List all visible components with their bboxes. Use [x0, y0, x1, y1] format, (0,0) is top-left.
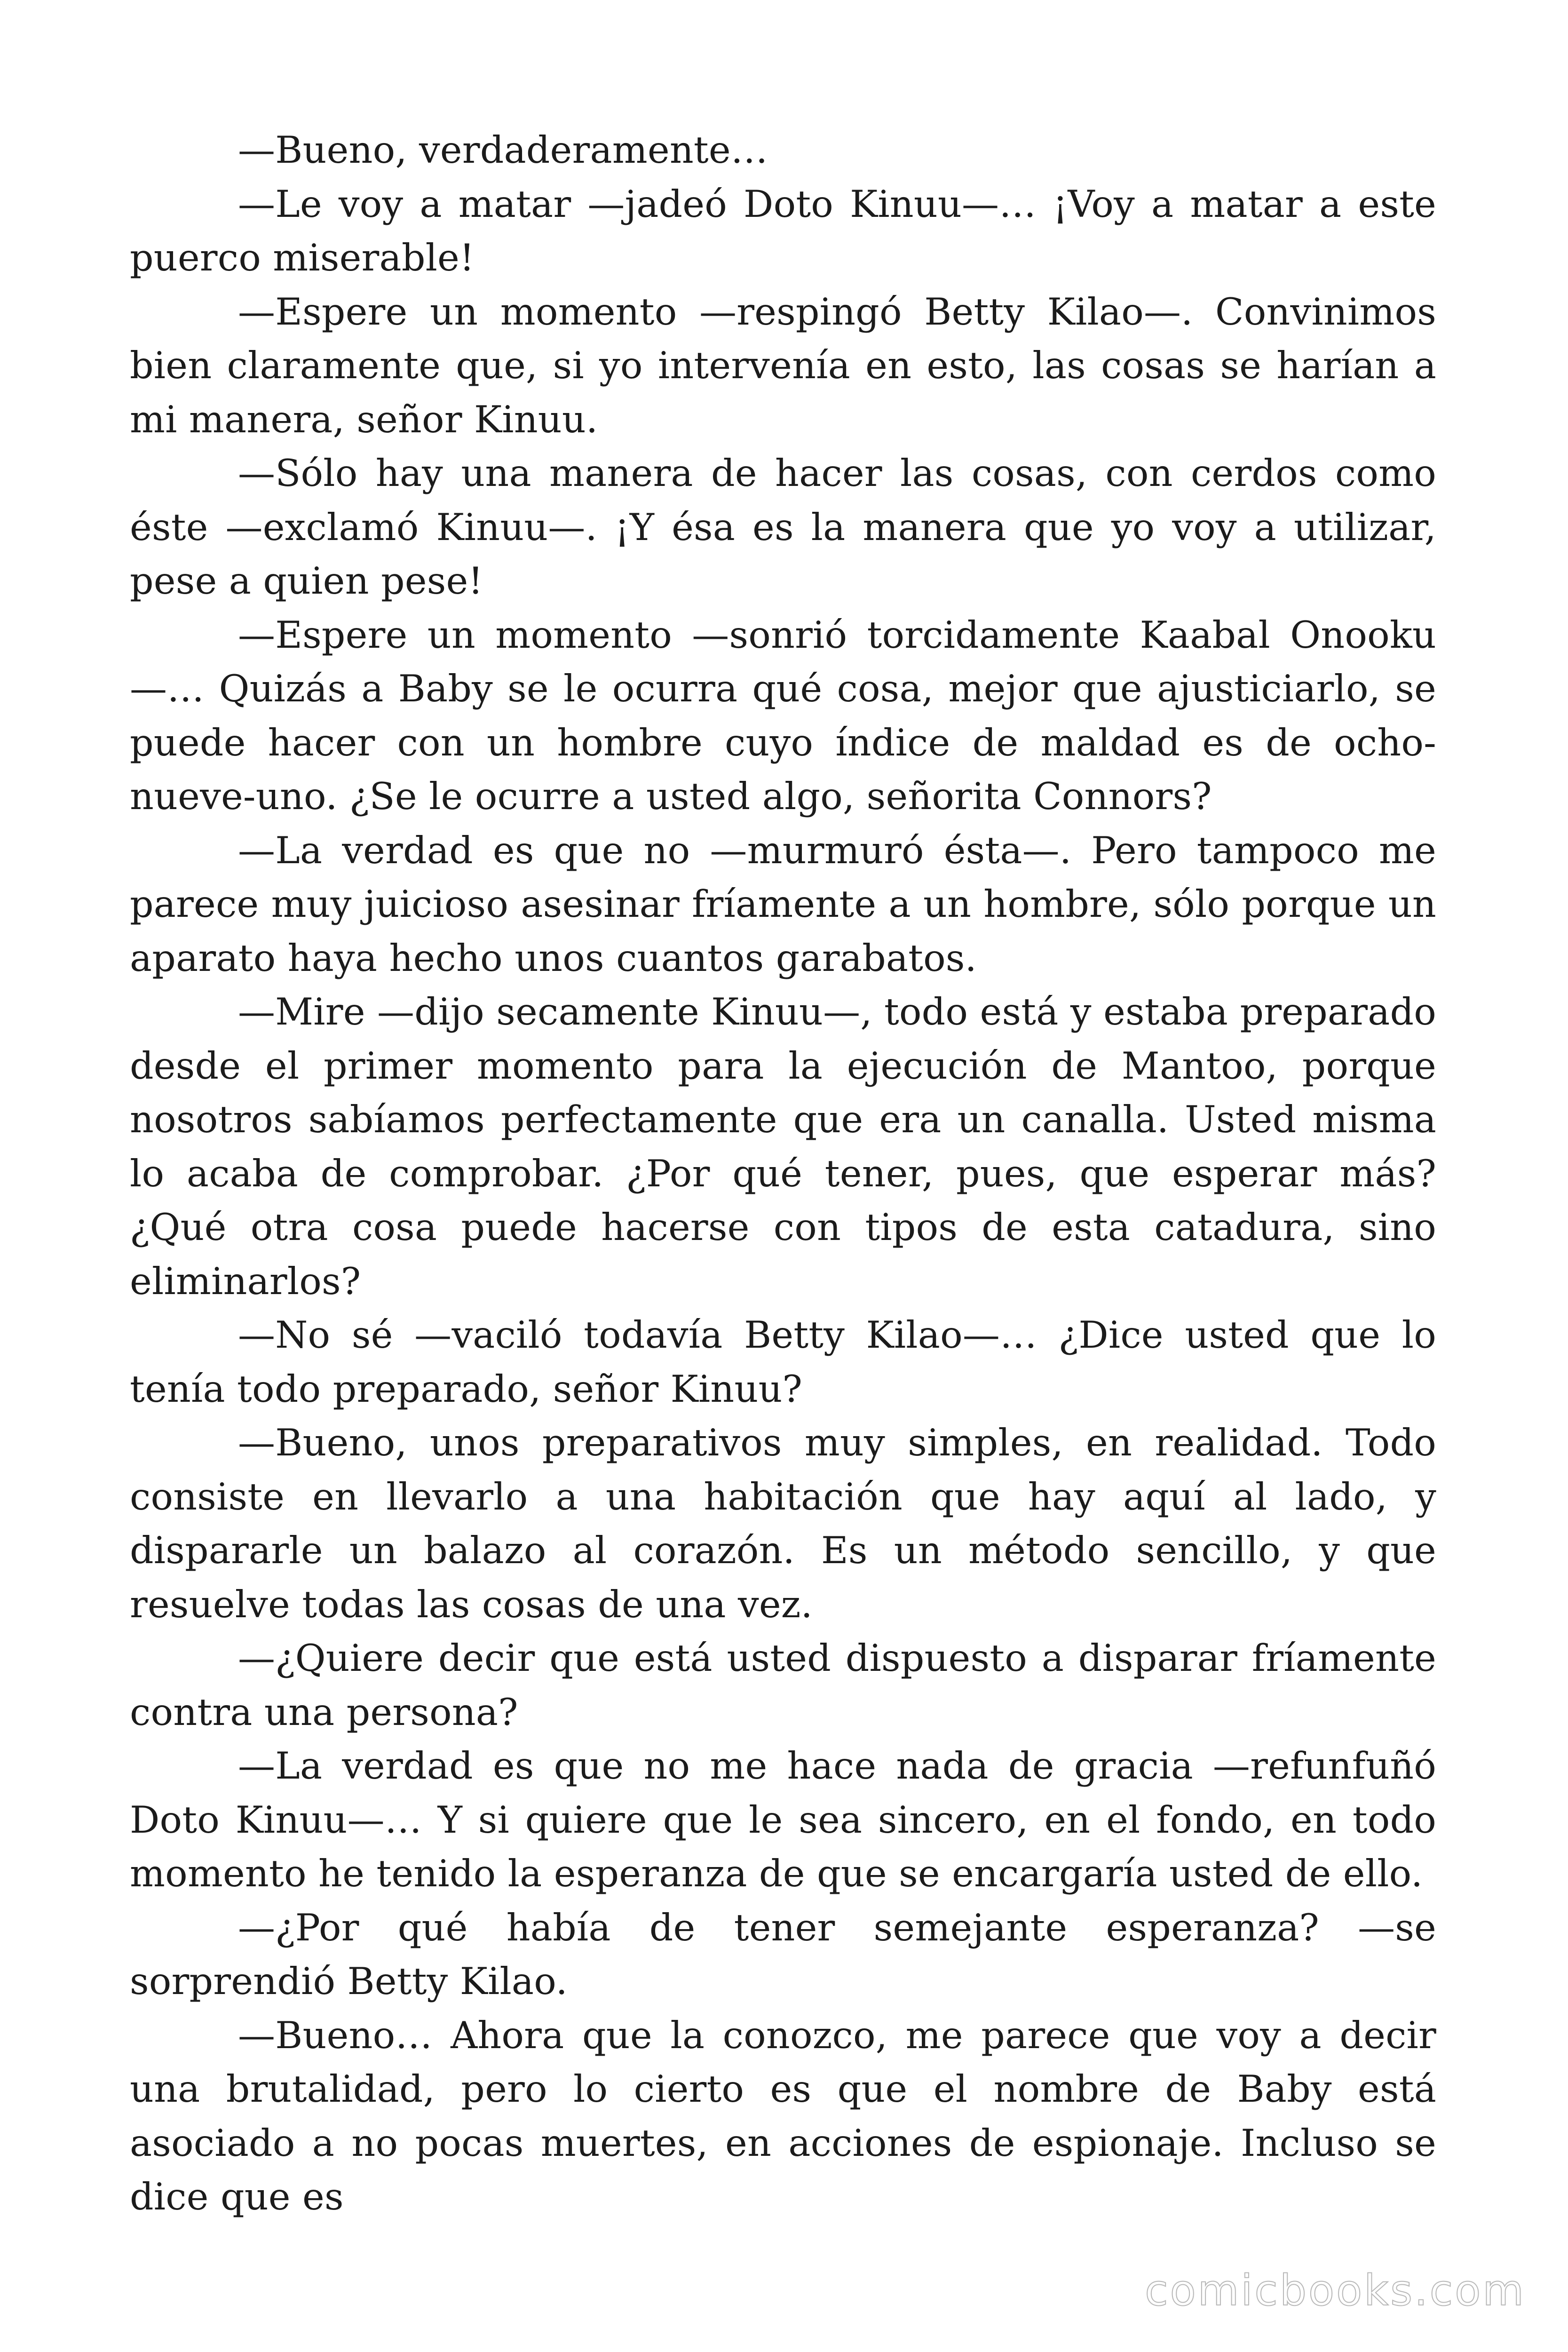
paragraph: —Espere un momento —sonrió torcidamente Kaabal Onooku—… Quizás a Baby se le ocurra qué cosa, mejor que ajusticiarlo, se puede hacer con un hombre cuyo índice de maldad es de ocho-nueve-uno. ¿Se le ocurre a usted algo, señorita Connors? [130, 613, 1436, 818]
paragraph: —Bueno, unos preparativos muy simples, en realidad. Todo consiste en llevarlo a una habitación que hay aquí al lado, y dispararle un balazo al corazón. Es un método sencillo, y que resuelve todas las cosas de una vez. [130, 1421, 1436, 1626]
paragraph: —¿Por qué había de tener semejante esperanza? —se sorprendió Betty Kilao. [130, 1906, 1436, 2003]
paragraph: —La verdad es que no me hace nada de gracia —refunfuñó Doto Kinuu—… Y si quiere que le sea sincero, en el fondo, en todo momento he tenido la esperanza de que se encargaría usted de ello. [130, 1744, 1436, 1895]
paragraph: —No sé —vaciló todavía Betty Kilao—… ¿Dice usted que lo tenía todo preparado, señor Kinuu? [130, 1313, 1436, 1411]
paragraph: —Bueno… Ahora que la conozco, me parece que voy a decir una brutalidad, pero lo cierto es que el nombre de Baby está asociado a no pocas muertes, en acciones de espionaje. Incluso se dice que es [130, 2013, 1436, 2218]
watermark-logo: comicbooks.com [1145, 2266, 1526, 2315]
paragraph: —Espere un momento —respingó Betty Kilao—. Convinimos bien claramente que, si yo intervenía en esto, las cosas se harían a mi manera, señor Kinuu. [130, 290, 1436, 441]
body-text [130, 123, 1436, 2224]
paragraph: —La verdad es que no —murmuró ésta—. Pero tampoco me parece muy juicioso asesinar fríamente a un hombre, sólo porque un aparato haya hecho unos cuantos garabatos. [130, 828, 1436, 980]
paragraph: —Bueno, verdaderamente… [238, 128, 768, 172]
paragraph: —¿Quiere decir que está usted dispuesto a disparar fríamente contra una persona? [130, 1637, 1436, 1734]
paragraph: —Sólo hay una manera de hacer las cosas, con cerdos como éste —exclamó Kinuu—. ¡Y ésa es la manera que yo voy a utilizar, pese a quien pese! [130, 452, 1436, 603]
paragraph: —Mire —dijo secamente Kinuu—, todo está y estaba preparado desde el primer momento para la ejecución de Mantoo, porque nosotros sabíamos perfectamente que era un canalla. Usted misma lo acaba de comprobar. ¿Por qué tener, pues, que esperar más? ¿Qué otra cosa puede hacerse con tipos de esta catadura, sino eliminarlos? [130, 990, 1436, 1303]
paragraph: —Le voy a matar —jadeó Doto Kinuu—… ¡Voy a matar a este puerco miserable! [130, 182, 1436, 279]
